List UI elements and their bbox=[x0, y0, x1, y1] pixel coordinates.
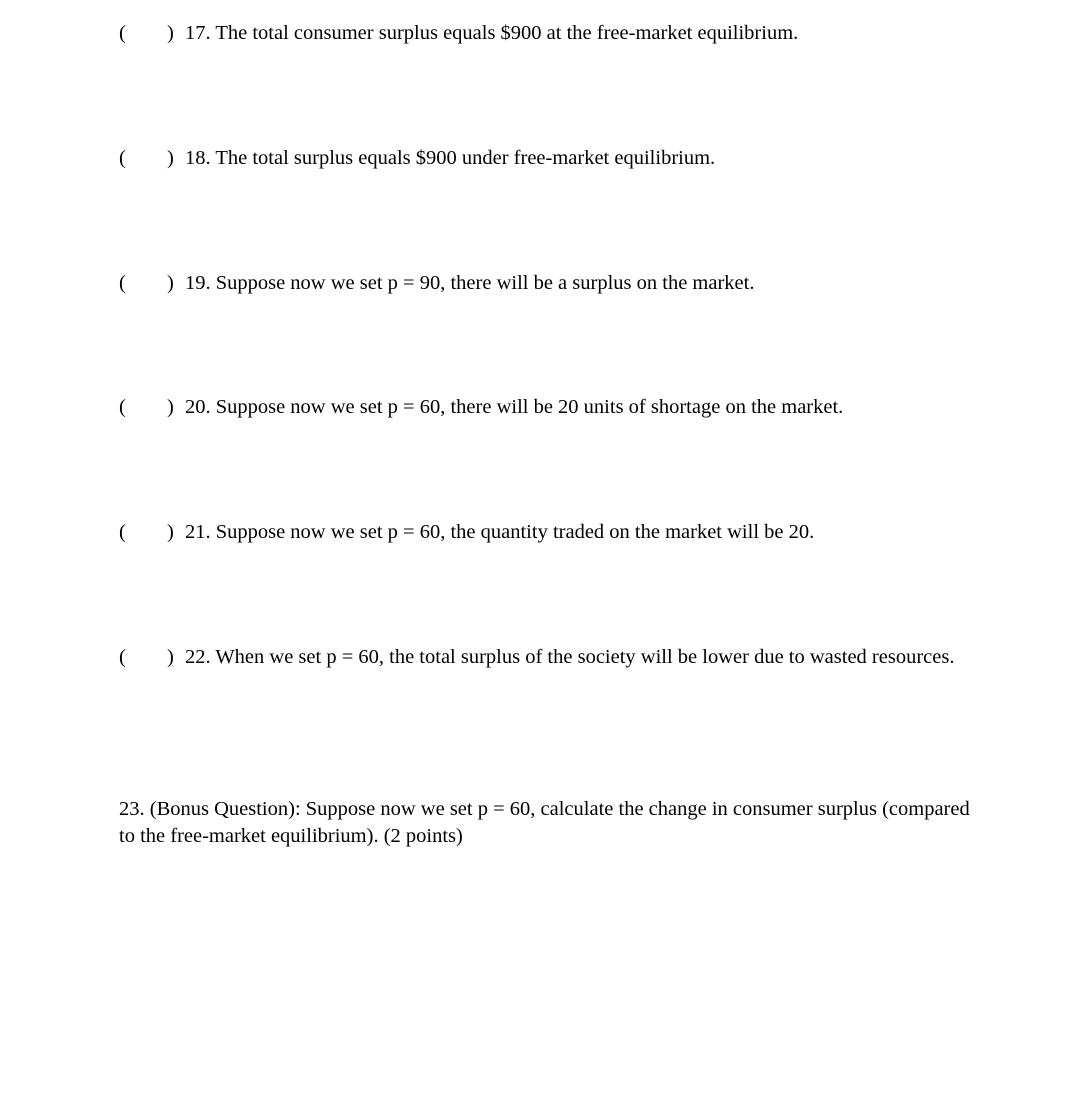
bonus-question-text: 23. (Bonus Question): Suppose now we set p = 60, calculate the change in consumer surplus (compared to the free-market equilibrium). (2 points) bbox=[119, 798, 970, 847]
question-text: 18. The total surplus equals $900 under free-market equilibrium. bbox=[184, 147, 716, 169]
answer-blank-open: ( bbox=[119, 22, 126, 44]
question-text: 19. Suppose now we set p = 90, there will be a surplus on the market. bbox=[184, 272, 755, 294]
answer-blank-close: ) bbox=[167, 147, 174, 169]
answer-blank-close: ) bbox=[167, 22, 174, 44]
answer-blank-open: ( bbox=[119, 646, 126, 668]
question-text: 22. When we set p = 60, the total surplus of the society will be lower due to wasted resources. bbox=[184, 646, 955, 668]
answer-blank-close: ) bbox=[167, 521, 174, 543]
question-22 bbox=[119, 644, 979, 671]
answer-blank-close: ) bbox=[167, 646, 174, 668]
answer-blank-open: ( bbox=[119, 147, 126, 169]
answer-blank-close: ) bbox=[167, 396, 174, 418]
bonus-question-23 bbox=[119, 796, 979, 850]
question-19 bbox=[119, 270, 979, 297]
question-20 bbox=[119, 394, 979, 421]
question-21 bbox=[119, 519, 979, 546]
answer-blank-open: ( bbox=[119, 272, 126, 294]
question-17 bbox=[119, 20, 979, 47]
answer-blank-open: ( bbox=[119, 521, 126, 543]
question-text: 17. The total consumer surplus equals $900 at the free-market equilibrium. bbox=[184, 22, 799, 44]
question-text: 20. Suppose now we set p = 60, there will be 20 units of shortage on the market. bbox=[184, 396, 844, 418]
question-18 bbox=[119, 145, 979, 172]
answer-blank-open: ( bbox=[119, 396, 126, 418]
answer-blank-close: ) bbox=[167, 272, 174, 294]
question-text: 21. Suppose now we set p = 60, the quantity traded on the market will be 20. bbox=[184, 521, 815, 543]
